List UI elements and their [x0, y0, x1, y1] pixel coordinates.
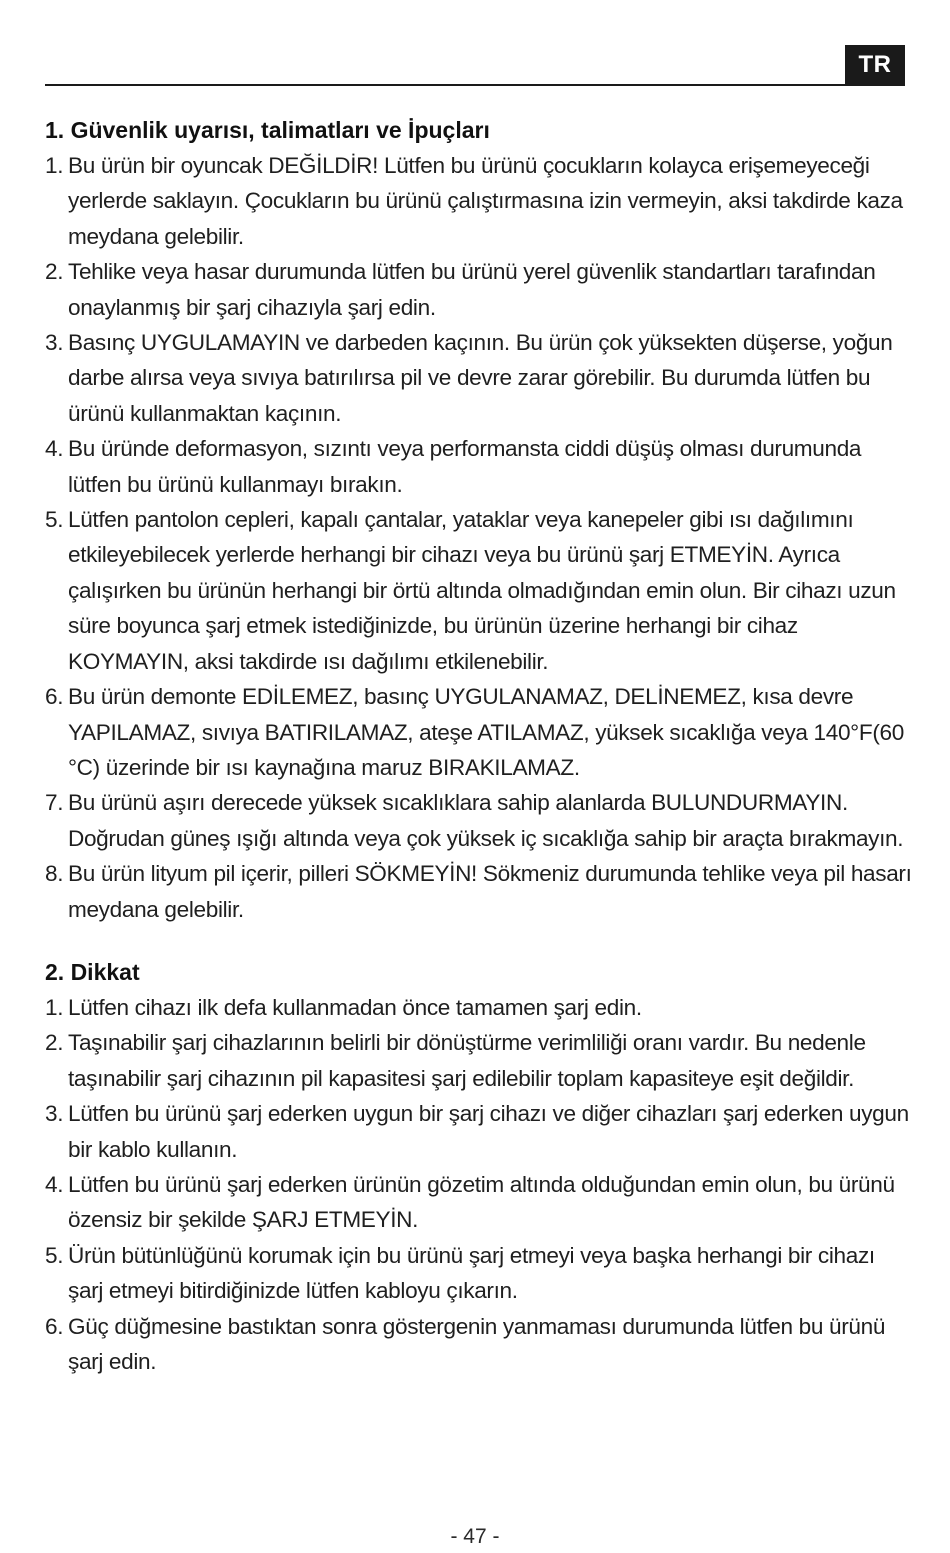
item-text: Lütfen cihazı ilk defa kullanmadan önce tamamen şarj edin.: [68, 994, 642, 1020]
safety-section: [45, 112, 915, 927]
item-text: Bu ürün lityum pil içerir, pilleri SÖKMEYİN! Sökmeniz durumunda tehlike veya pil hasarı meydana gelebilir.: [68, 861, 912, 922]
caution-section: [45, 954, 915, 1379]
item-number: 7.: [45, 790, 64, 816]
list-item: [45, 325, 915, 431]
list-item: [45, 856, 915, 927]
item-number: 6.: [45, 1313, 64, 1339]
item-text: Bu ürünü aşırı derecede yüksek sıcaklıklara sahip alanlarda BULUNDURMAYIN. Doğrudan güneş ışığı altında veya çok yüksek iç sıcaklığa sahip bir araçta bırakmayın.: [68, 790, 904, 851]
item-number: 3.: [45, 1101, 64, 1127]
header-divider: [45, 84, 905, 86]
list-item: [45, 148, 915, 254]
list-item: [45, 431, 915, 502]
item-text: Ürün bütünlüğünü korumak için bu ürünü şarj etmeyi veya başka herhangi bir cihazı şarj etmeyi bitirdiğinizde lütfen kabloyu çıkarın.: [68, 1242, 875, 1304]
document-body: [45, 112, 915, 1379]
item-text: Bu üründe deformasyon, sızıntı veya performansta ciddi düşüş olması durumunda lütfen bu ürünü kullanmayı bırakın.: [68, 436, 862, 497]
list-item: [45, 990, 915, 1025]
safety-list: [45, 148, 915, 927]
item-number: 3.: [45, 330, 64, 356]
list-item: [45, 1238, 915, 1309]
item-text: Lütfen bu ürünü şarj ederken uygun bir şarj cihazı ve diğer cihazları şarj ederken uygun bir kablo kullanın.: [68, 1101, 909, 1162]
item-number: 6.: [45, 684, 64, 710]
list-item: [45, 254, 915, 325]
item-text: Bu ürün demonte EDİLEMEZ, basınç UYGULANAMAZ, DELİNEMEZ, kısa devre YAPILAMAZ, sıvıya BATIRILAMAZ, ateşe ATILAMAZ, yüksek sıcaklığa veya 140°F(60 °C) üzerinde bir ısı kaynağına maruz BIRAKILAMAZ.: [68, 684, 904, 780]
item-number: 2.: [45, 1030, 64, 1056]
list-item: [45, 1096, 915, 1167]
caution-list: [45, 990, 915, 1379]
item-number: 1.: [45, 994, 64, 1020]
list-item: [45, 1309, 915, 1380]
list-item: [45, 679, 915, 785]
item-text: Lütfen bu ürünü şarj ederken ürünün gözetim altında olduğundan emin olun, bu ürünü özensiz bir şekilde ŞARJ ETMEYİN.: [68, 1171, 895, 1233]
item-text: Taşınabilir şarj cihazlarının belirli bir dönüştürme verimliliği oranı vardır. Bu nedenle taşınabilir şarj cihazının pil kapasitesi şarj edilebilir toplam kapasiteye eşit değildir.: [68, 1030, 866, 1091]
list-item: [45, 1167, 915, 1238]
item-text: Lütfen pantolon cepleri, kapalı çantalar, yataklar veya kanepeler gibi ısı dağılımını etkileyebilecek yerlerde herhangi bir cihazı veya bu ürünü şarj ETMEYİN. Ayrıca çalışırken bu ürünün herhangi bir örtü altında olmadığından emin olun. Bir cihazı uzun süre boyunca şarj etmek istediğinizde, bu ürünün üzerine herhangi bir cihaz KOYMAYIN, aksi takdirde ısı dağılımı etkilenebilir.: [68, 507, 896, 674]
item-text: Bu ürün bir oyuncak DEĞİLDİR! Lütfen bu ürünü çocukların kolayca erişemeyeceği yerlerde saklayın. Çocukların bu ürünü çalıştırmasına izin vermeyin, aksi takdirde kaza meydana gelebilir.: [68, 153, 903, 249]
page-number: - 47 -: [450, 1525, 500, 1548]
section-title-safety: 1. Güvenlik uyarısı, talimatları ve İpuçları: [45, 117, 490, 143]
item-number: 8.: [45, 861, 64, 887]
list-item: [45, 1025, 915, 1096]
item-number: 2.: [45, 259, 64, 285]
list-item: [45, 785, 915, 856]
item-text: Tehlike veya hasar durumunda lütfen bu ürünü yerel güvenlik standartları tarafından onaylanmış bir şarj cihazıyla şarj edin.: [68, 259, 876, 320]
section-title-caution: 2. Dikkat: [45, 958, 140, 985]
item-number: 4.: [45, 436, 64, 462]
item-number: 1.: [45, 153, 64, 178]
item-number: 5.: [45, 507, 64, 533]
item-number: 4.: [45, 1171, 64, 1197]
list-item: [45, 502, 915, 679]
language-badge: TR: [845, 45, 905, 84]
item-text: Güç düğmesine bastıktan sonra göstergenin yanmaması durumunda lütfen bu ürünü şarj edin.: [68, 1313, 886, 1374]
item-number: 5.: [45, 1242, 64, 1268]
item-text: Basınç UYGULAMAYIN ve darbeden kaçının. Bu ürün çok yüksekten düşerse, yoğun darbe alırsa veya sıvıya batırılırsa pil ve devre zarar görebilir. Bu durumda lütfen bu ürünü kullanmaktan kaçının.: [68, 330, 893, 426]
